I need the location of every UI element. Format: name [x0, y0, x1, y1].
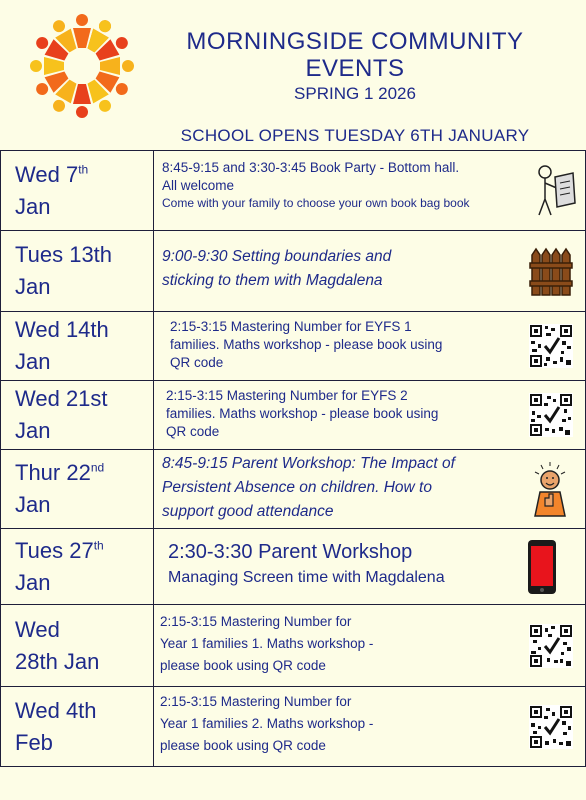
event-line: please book using QR code [160, 658, 326, 673]
event-description [154, 605, 586, 687]
phone-icon [527, 539, 557, 595]
event-line: QR code [166, 424, 220, 439]
event-description [154, 529, 586, 605]
event-description [154, 151, 586, 231]
event-line: families. Maths workshop - please book using [170, 337, 443, 352]
event-line: please book using QR code [160, 738, 326, 753]
date-day: Wed [15, 616, 60, 642]
date-month: Jan [15, 274, 51, 299]
event-line: Managing Screen time with Magdalena [168, 569, 445, 586]
header [0, 0, 586, 150]
event-line: support good attendance [162, 503, 334, 520]
event-row [1, 450, 586, 529]
event-line: 8:45-9:15 Parent Workshop: The Impact of [162, 455, 455, 472]
date-suffix: nd [90, 460, 105, 475]
event-date [1, 687, 154, 767]
reading-person-icon [533, 163, 577, 219]
event-row [1, 381, 586, 450]
page-subtitle: SPRING 1 2026 [294, 84, 416, 103]
date-day: Wed 21st [15, 386, 108, 411]
event-line: families. Maths workshop - please book using [166, 406, 439, 421]
event-line: 2:15-3:15 Mastering Number for [160, 614, 352, 629]
event-date [1, 151, 154, 231]
title-block [150, 28, 560, 104]
event-date [1, 312, 154, 381]
event-description [154, 381, 586, 450]
event-date [1, 605, 154, 687]
event-line: Persistent Absence on children. How to [162, 479, 432, 496]
event-line: sticking to them with Magdalena [162, 272, 383, 289]
event-description [154, 231, 586, 312]
event-row [1, 529, 586, 605]
fence-icon [529, 245, 573, 297]
date-suffix: th [93, 538, 104, 553]
event-line: Year 1 families 2. Maths workshop - [160, 716, 374, 731]
date-day: Wed 14th [15, 317, 109, 342]
event-date [1, 381, 154, 450]
event-line: 2:15-3:15 Mastering Number for [160, 694, 352, 709]
date-month: Feb [15, 729, 53, 755]
event-line: 8:45-9:15 and 3:30-3:45 Book Party - Bottom hall. [162, 160, 460, 175]
event-line: Year 1 families 1. Maths workshop - [160, 636, 374, 651]
date-month: 28th Jan [15, 648, 100, 674]
event-line: Come with your family to choose your own book bag book [162, 196, 470, 210]
date-day: Tues 13th [15, 242, 113, 267]
date-day: Thur 22 [15, 460, 91, 485]
events-table [0, 150, 586, 767]
event-line: 2:15-3:15 Mastering Number for EYFS 1 [170, 319, 412, 334]
date-day: Tues 27 [15, 537, 94, 563]
date-month: Jan [15, 492, 51, 517]
date-day: Wed 7 [15, 161, 79, 187]
event-line: 2:15-3:15 Mastering Number for EYFS 2 [166, 388, 408, 403]
event-row [1, 231, 586, 312]
date-month: Jan [15, 349, 51, 374]
event-description [154, 450, 586, 529]
event-row [1, 605, 586, 687]
qr-code-icon[interactable] [529, 324, 573, 368]
page-title-line2: EVENTS [305, 55, 405, 82]
date-month: Jan [15, 418, 51, 443]
event-description [154, 312, 586, 381]
date-suffix: th [78, 162, 89, 177]
event-row [1, 151, 586, 231]
event-line: 2:30-3:30 Parent Workshop [168, 541, 413, 563]
qr-code-icon[interactable] [529, 705, 573, 749]
event-line: QR code [170, 355, 224, 370]
event-description [154, 687, 586, 767]
page-title-line1: MORNINGSIDE COMMUNITY [186, 28, 524, 55]
date-month: Jan [15, 569, 51, 595]
school-opens-notice: SCHOOL OPENS TUESDAY 6TH JANUARY [180, 126, 530, 145]
event-line: 9:00-9:30 Setting boundaries and [162, 248, 392, 265]
event-row [1, 687, 586, 767]
qr-code-icon[interactable] [529, 624, 573, 668]
event-date [1, 231, 154, 312]
event-line: All welcome [162, 178, 235, 193]
event-row [1, 312, 586, 381]
event-date [1, 450, 154, 529]
community-logo-icon [12, 10, 152, 122]
qr-code-icon[interactable] [529, 393, 573, 437]
thumbs-up-person-icon [527, 460, 573, 518]
date-month: Jan [15, 193, 51, 219]
date-day: Wed 4th [15, 697, 97, 723]
event-date [1, 529, 154, 605]
